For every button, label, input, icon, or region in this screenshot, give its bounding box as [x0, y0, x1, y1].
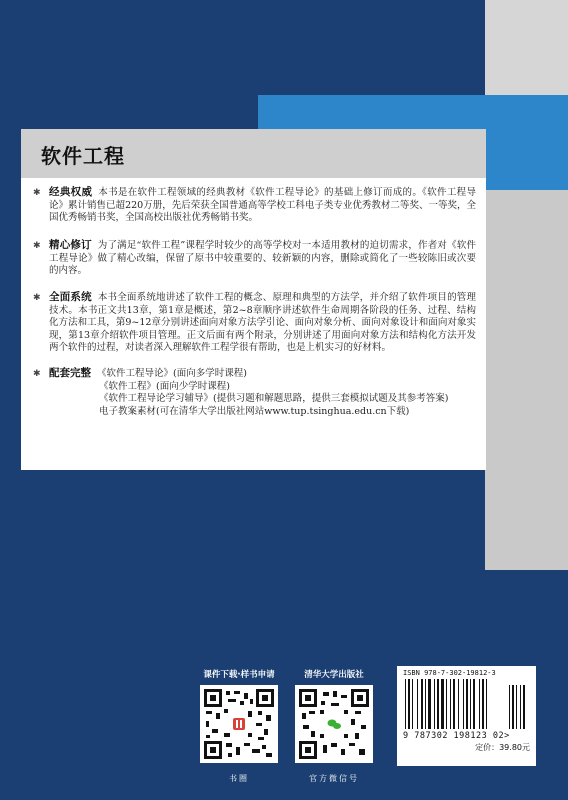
bullet-star-icon: ✱	[33, 188, 41, 198]
qr-pattern-2	[299, 689, 369, 759]
section-heading: 全面系统	[49, 291, 92, 303]
companion-line: 《软件工程导论》(面向多学时课程)	[97, 368, 247, 379]
qr2-caption: 清华大学出版社	[304, 670, 364, 680]
isbn-barcode-block	[397, 666, 536, 766]
bullet-star-icon: ✱	[33, 241, 41, 251]
barcode-digits: 9 787302 198123 02>	[403, 731, 510, 741]
barcode-bars	[403, 679, 530, 731]
section-heading: 精心修订	[49, 239, 92, 251]
decor-gray-block-side	[485, 190, 568, 570]
qr1-caption: 课件下载·样书申请	[203, 670, 275, 680]
companion-line: 电子教案素材(可在清华大学出版社网站www.tup.tsinghua.edu.cn下载)	[99, 405, 410, 417]
section-complete-set	[33, 367, 476, 418]
section-body: 为了满足“软件工程”课程学时较少的高等学校对一本适用教材的迫切需求，作者对《软件工程导论》做了精心改编，保留了原书中较重要的、较新颖的内容，删除或简化了一些较陈旧或次要的内容。	[49, 240, 477, 276]
section-heading: 经典权威	[49, 186, 93, 198]
content-panel	[21, 129, 486, 470]
qr-code-wechat	[295, 685, 373, 763]
section-heading: 配套完整	[49, 367, 91, 379]
isbn-number: ISBN 978-7-302-19812-3	[403, 669, 496, 677]
section-systematic	[33, 291, 476, 355]
section-revision	[33, 239, 476, 278]
bullet-star-icon: ✱	[33, 369, 41, 379]
section-body: 本书全面系统地讲述了软件工程的概念、原理和典型的方法学，并介绍了软件项目的管理技术。本书正文共13章，第1章是概述，第2~8章顺序讲述软件生命周期各阶段的任务、过程、结构化方法和工具，第9~12章分别讲述面向对象方法学引论、面向对象分析、面向对象设计和面向对象实现，第13章介绍软件项目管理。正文后面有两个附录，分别讲述了用面向对象方法和结构化方法开发两个软件的过程，对读者深入理解软件工程学很有帮助，也是上机实习的好材料。	[49, 292, 476, 353]
decor-gray-block-top	[485, 0, 568, 95]
qr-pattern-1	[204, 689, 274, 759]
section-body: 本书是在软件工程领域的经典教材《软件工程导论》的基础上修订而成的。《软件工程导论》累计销售已超220万册，先后荣获全国普通高等学校工科电子类专业优秀教材二等奖、一等奖，全国优秀畅销书奖，全国高校出版社优秀畅销书奖。	[49, 187, 476, 223]
title-band	[21, 129, 486, 178]
qr-code-book-circle	[200, 685, 278, 763]
price: 定价：39.80元	[475, 743, 530, 752]
book-logo-icon	[233, 718, 245, 730]
companion-line: 《软件工程导论学习辅导》(提供习题和解题思路，提供三套模拟试题及其参考答案)	[99, 393, 449, 404]
qr1-label: 书圈	[229, 774, 249, 783]
book-title: 软件工程	[41, 144, 125, 168]
qr2-label: 官方微信号	[309, 774, 359, 783]
bullet-star-icon: ✱	[33, 293, 41, 303]
section-classic	[33, 186, 476, 225]
companion-line: 《软件工程》(面向少学时课程)	[99, 380, 230, 392]
